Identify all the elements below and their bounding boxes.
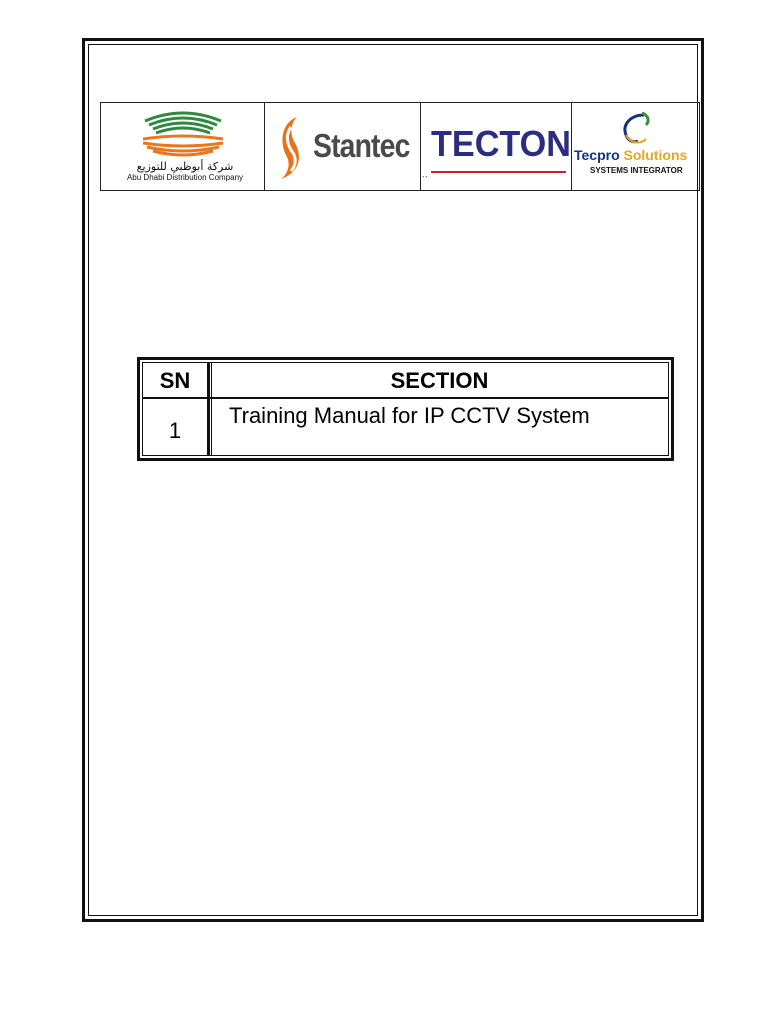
table-row-section-title: Training Manual for IP CCTV System xyxy=(229,403,590,428)
tecton-underline xyxy=(431,171,566,173)
stantec-logo-cell xyxy=(265,103,421,190)
tecpro-name-part1: Tecpro xyxy=(574,147,620,163)
section-table xyxy=(137,357,674,461)
logo-strip xyxy=(100,102,700,191)
stantec-mark-icon xyxy=(273,113,313,183)
sun-stripes-logo-icon xyxy=(101,103,265,163)
header-sn: SN xyxy=(159,368,191,393)
adnoc-logo-cell xyxy=(101,103,265,190)
tecton-name: TECTON xyxy=(431,123,571,164)
header-section: SECTION xyxy=(390,368,489,393)
column-divider xyxy=(207,363,210,455)
tecpro-name-part2: Solutions xyxy=(623,147,688,163)
table-row-sn: 1 xyxy=(168,418,182,443)
tecpro-logo-cell xyxy=(572,103,699,190)
tecpro-name xyxy=(574,147,687,163)
adnoc-arabic-name: شركة أبوظبي للتوزيع xyxy=(136,160,234,173)
tecton-marks: `` xyxy=(422,175,428,185)
section-table-inner xyxy=(142,362,669,456)
tecton-logo-cell xyxy=(421,103,572,190)
adnoc-english-name: Abu Dhabi Distribution Company xyxy=(126,173,244,182)
stantec-name: Stantec xyxy=(313,127,410,164)
tecpro-subtitle: SYSTEMS INTEGRATOR xyxy=(590,166,683,175)
swoosh-mark-icon xyxy=(616,111,656,147)
